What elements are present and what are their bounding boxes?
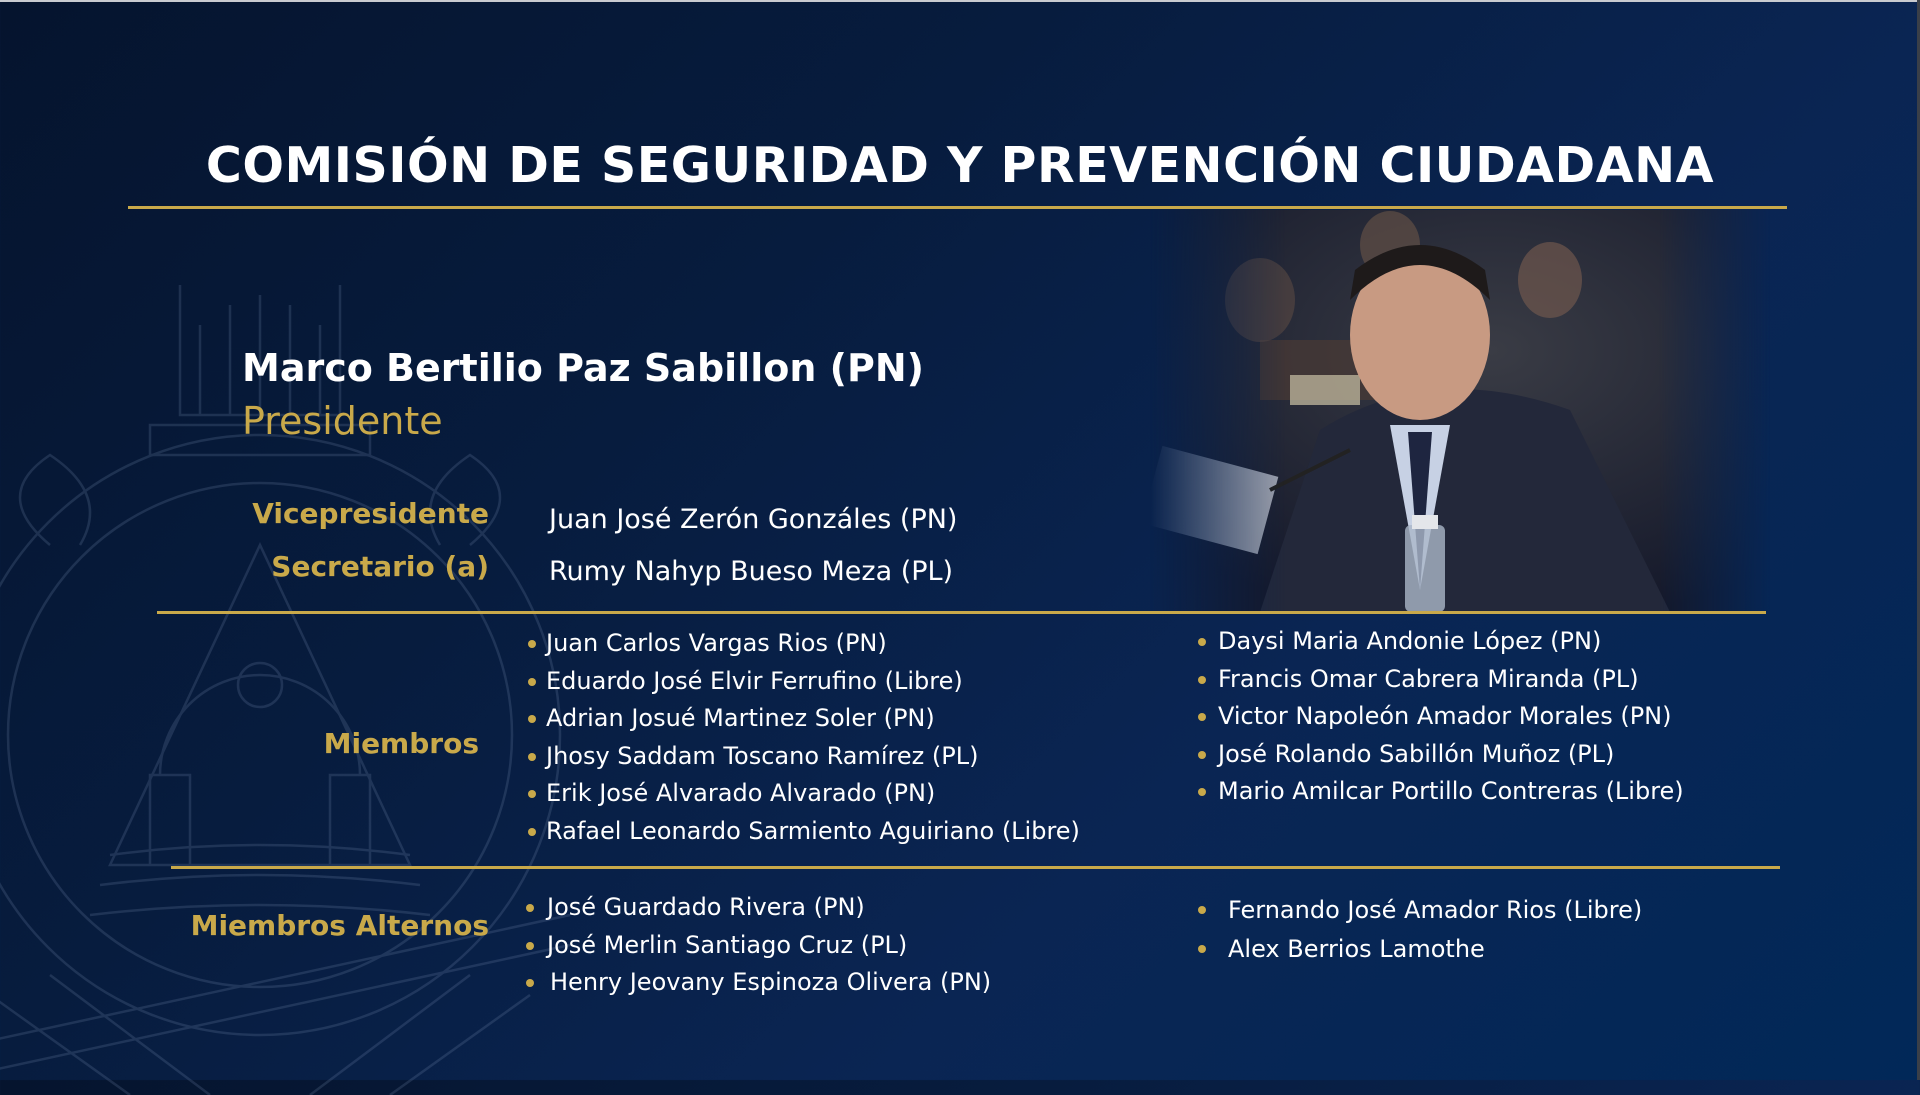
- bullet-icon: [1198, 638, 1206, 646]
- bullet-icon: [528, 715, 536, 723]
- alternates-label: Miembros Alternos: [190, 909, 489, 942]
- members-list-col2: [1198, 623, 1684, 811]
- bullet-icon: [526, 979, 534, 987]
- list-item: Rafael Leonardo Sarmiento Aguiriano (Libre): [528, 813, 1080, 851]
- list-item: José Rolando Sabillón Muñoz (PL): [1198, 736, 1684, 774]
- members-list-col1: [528, 625, 1080, 851]
- alternates-list-col2: [1198, 891, 1642, 969]
- list-item: Fernando José Amador Rios (Libre): [1198, 891, 1642, 930]
- officers-divider: [157, 611, 1766, 614]
- page-title: COMISIÓN DE SEGURIDAD Y PREVENCIÓN CIUDADANA: [205, 137, 1715, 194]
- members-divider: [171, 866, 1780, 869]
- list-item: José Merlin Santiago Cruz (PL): [526, 927, 991, 965]
- list-item: Erik José Alvarado Alvarado (PN): [528, 775, 1080, 813]
- list-item: Victor Napoleón Amador Morales (PN): [1198, 698, 1684, 736]
- portrait-photo-icon: [1150, 210, 1770, 612]
- title-divider: [128, 206, 1787, 209]
- list-item: Juan Carlos Vargas Rios (PN): [528, 625, 1080, 663]
- president-role: Presidente: [242, 399, 443, 443]
- president-name: Marco Bertilio Paz Sabillon (PN): [242, 346, 924, 390]
- list-item: Adrian Josué Martinez Soler (PN): [528, 700, 1080, 738]
- bullet-icon: [526, 942, 534, 950]
- list-item: Mario Amilcar Portillo Contreras (Libre): [1198, 773, 1684, 811]
- list-item: Daysi Maria Andonie López (PN): [1198, 623, 1684, 661]
- bullet-icon: [528, 790, 536, 798]
- bullet-icon: [528, 678, 536, 686]
- vicepresident-name: Juan José Zerón Gonzáles (PN): [549, 504, 958, 535]
- list-item: Jhosy Saddam Toscano Ramírez (PL): [528, 738, 1080, 776]
- bullet-icon: [526, 904, 534, 912]
- list-item: Alex Berrios Lamothe: [1198, 930, 1642, 969]
- list-item: José Guardado Rivera (PN): [526, 889, 991, 927]
- bullet-icon: [528, 753, 536, 761]
- top-border: [0, 0, 1920, 2]
- bullet-icon: [528, 640, 536, 648]
- bullet-icon: [1198, 751, 1206, 759]
- list-item: Eduardo José Elvir Ferrufino (Libre): [528, 663, 1080, 701]
- bullet-icon: [1198, 945, 1206, 953]
- secretary-label: Secretario (a): [271, 550, 489, 583]
- secretary-name: Rumy Nahyp Bueso Meza (PL): [549, 556, 954, 587]
- bullet-icon: [1198, 788, 1206, 796]
- list-item: Henry Jeovany Espinoza Olivera (PN): [526, 964, 991, 1002]
- bullet-icon: [1198, 713, 1206, 721]
- vicepresident-label: Vicepresidente: [252, 497, 489, 530]
- bullet-icon: [1198, 906, 1206, 914]
- bullet-icon: [1198, 676, 1206, 684]
- bullet-icon: [528, 828, 536, 836]
- list-item: Francis Omar Cabrera Miranda (PL): [1198, 661, 1684, 699]
- members-label: Miembros: [323, 727, 479, 760]
- alternates-list-col1: [526, 889, 991, 1002]
